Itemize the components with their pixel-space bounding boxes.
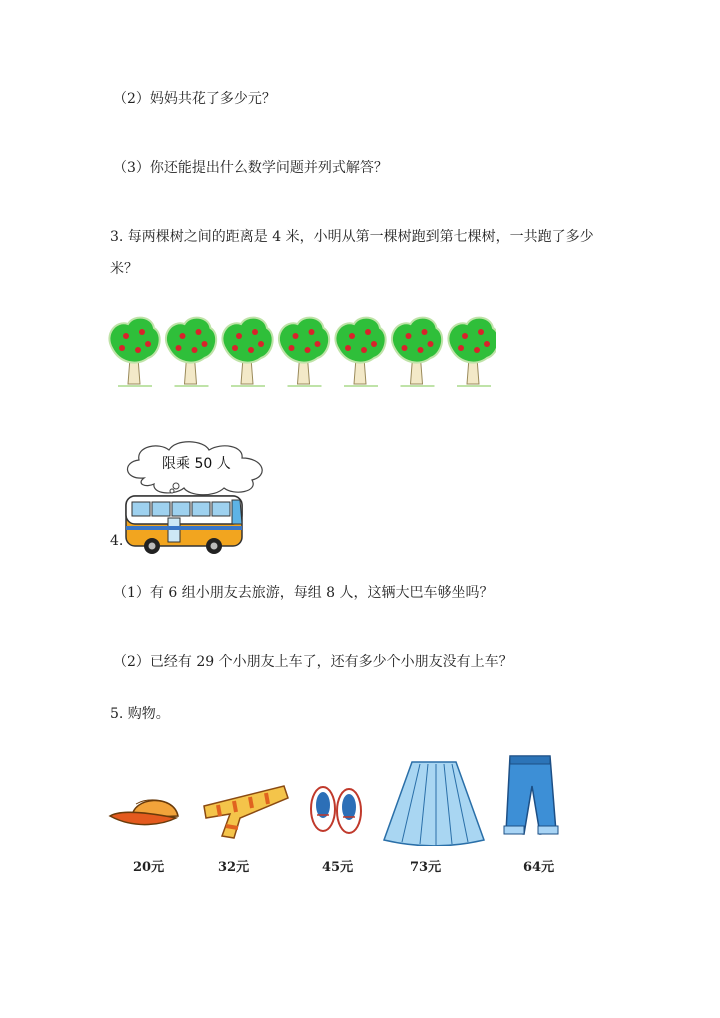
scarf-icon <box>200 778 290 846</box>
question-4-number: 4. <box>110 533 124 549</box>
question-3-line-2: 米？ <box>110 261 138 277</box>
price-label: 32元 <box>218 860 250 875</box>
tree-icon <box>448 318 496 386</box>
bus-icon <box>126 496 242 554</box>
question-3-line-1: 3. 每两棵树之间的距离是 4 米，小明从第一棵树跑到第七棵树，一共跑了多少 <box>110 229 594 245</box>
price-label: 64元 <box>523 860 555 875</box>
skirt-icon <box>380 758 488 846</box>
trees-illustration <box>106 314 496 394</box>
bus-illustration <box>114 438 274 563</box>
price-label: 73元 <box>410 860 442 875</box>
bus-capacity-label: 限乘 50 人 <box>162 456 231 472</box>
price-label: 20元 <box>133 860 165 875</box>
price-label: 45元 <box>322 860 354 875</box>
tree-icon <box>166 318 216 386</box>
question-4-part-1: （1）有 6 组小朋友去旅游，每组 8 人，这辆大巴车够坐吗？ <box>113 585 494 601</box>
jeans-icon <box>500 752 560 838</box>
tree-icon <box>335 318 385 386</box>
tree-icon <box>222 318 272 386</box>
shoes-icon <box>305 785 367 837</box>
question-5-title: 5. 购物。 <box>110 706 170 722</box>
tree-icon <box>279 318 329 386</box>
tree-icon <box>392 318 442 386</box>
tree-icon <box>109 318 159 386</box>
question-2-part-3: （3）你还能提出什么数学问题并列式解答？ <box>113 160 388 176</box>
question-4-part-2: （2）已经有 29 个小朋友上车了，还有多少个小朋友没有上车？ <box>113 654 513 670</box>
question-2-part-2: （2）妈妈共花了多少元？ <box>113 91 276 107</box>
cap-icon <box>106 790 186 840</box>
